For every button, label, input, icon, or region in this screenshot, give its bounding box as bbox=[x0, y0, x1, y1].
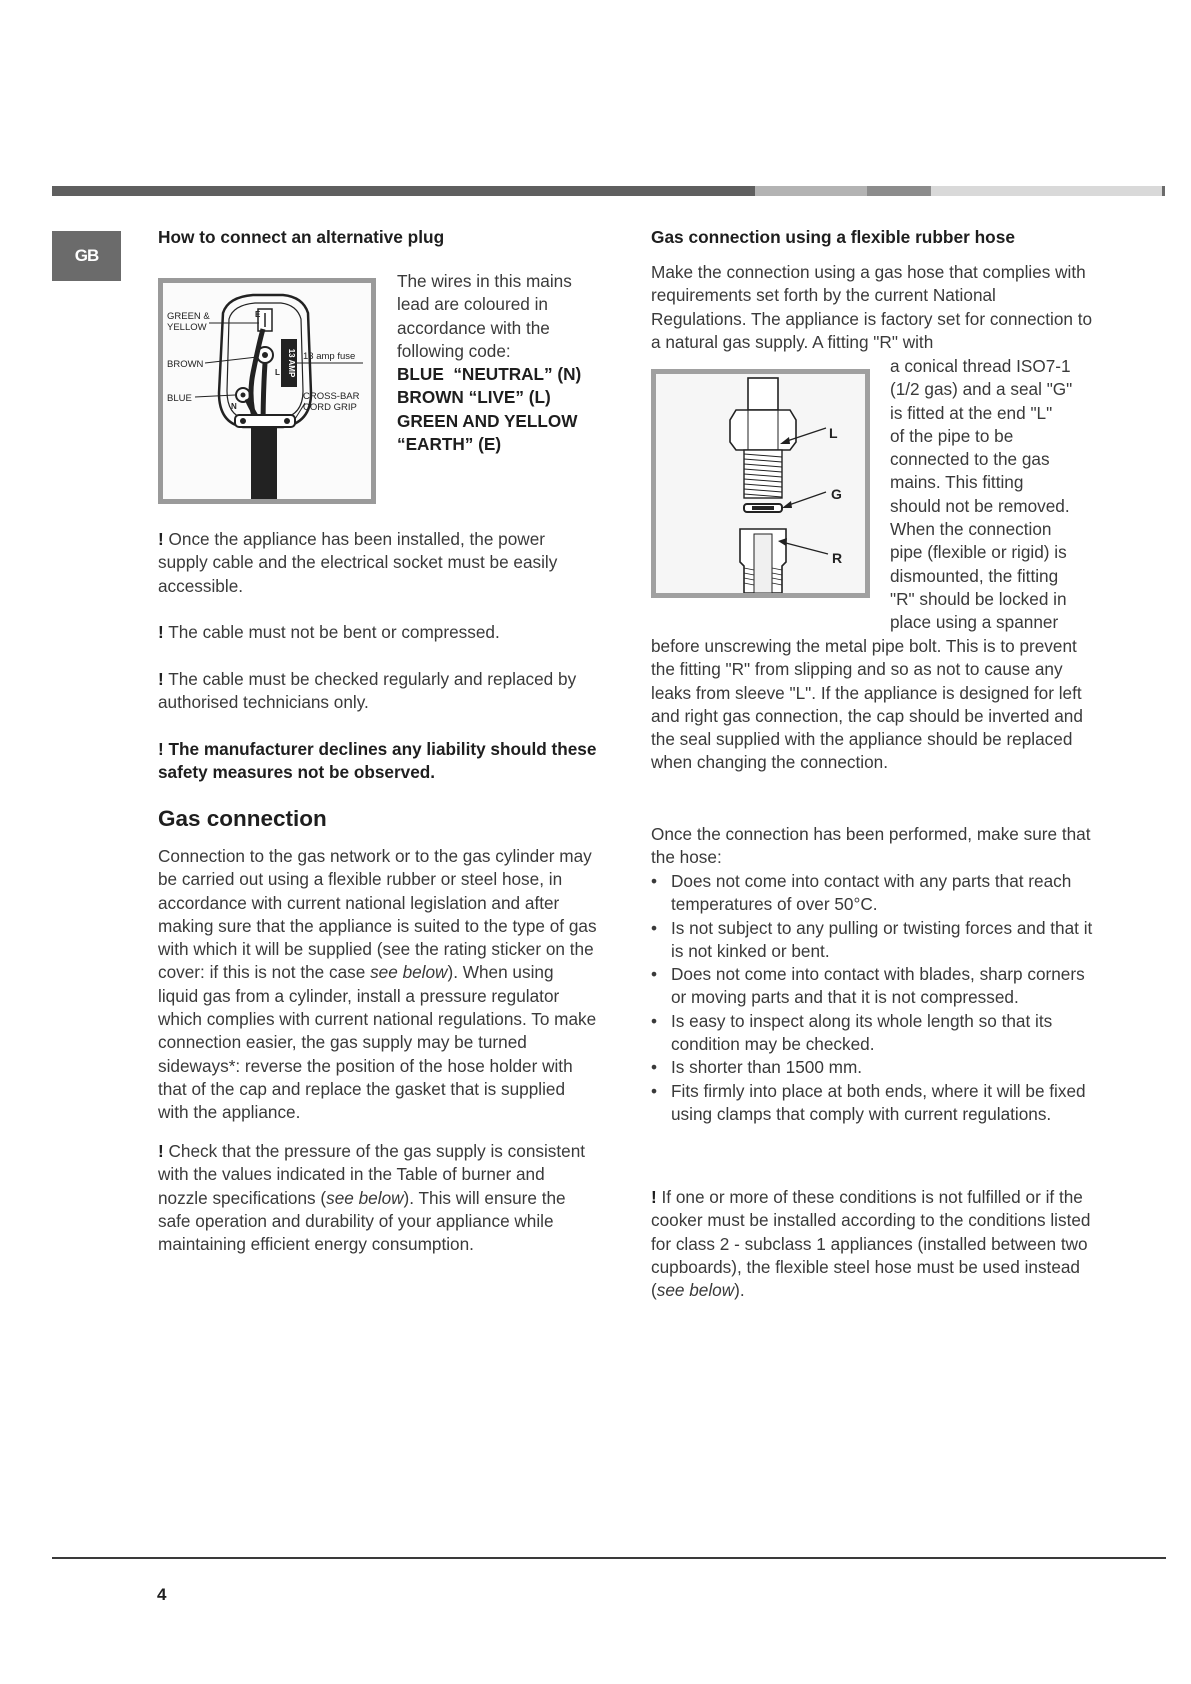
wrap-line: place using a spanner bbox=[890, 612, 1059, 633]
wrap-line: connected to the gas bbox=[890, 449, 1050, 470]
wrap-line: (1/2 gas) and a seal "G" bbox=[890, 379, 1073, 400]
text-run: ). bbox=[734, 1280, 745, 1301]
list-item: • Is shorter than 1500 mm. bbox=[651, 1056, 1096, 1079]
after-connection-intro: Once the connection has been performed, make sure that the hose: bbox=[651, 824, 1091, 868]
list-item: • Fits firmly into place at both ends, where it will be fixed using clamps that comply with current regulations. bbox=[651, 1080, 1096, 1127]
list-item: • Does not come into contact with blades, sharp corners or moving parts and that it is not compressed. bbox=[651, 963, 1096, 1010]
wires-intro-line: The wires in this mains bbox=[397, 271, 572, 291]
wire-code-earth: “EARTH” (E) bbox=[397, 434, 502, 455]
header-bar-segment bbox=[931, 186, 1162, 196]
hose-heading: Gas connection using a flexible rubber hose bbox=[651, 227, 1015, 247]
warning-mark: ! bbox=[158, 529, 164, 549]
label-g: G bbox=[831, 486, 842, 502]
warning-text: Once the appliance has been installed, the power supply cable and the electrical socket must be easily accessible. bbox=[158, 529, 558, 596]
text-run: If one or more of these conditions is not fulfilled or if the cooker must be installed according to the conditions listed for class 2 - subclass 1 appliances (installed between two cupboards), the flexible steel hose must be used instead ( bbox=[651, 1187, 1091, 1301]
wrap-line: is fitted at the end "L" bbox=[890, 402, 1053, 423]
plug-diagram bbox=[158, 278, 376, 504]
footer-rule bbox=[52, 1557, 1166, 1559]
wire-code-blue: BLUE “NEUTRAL” (N) bbox=[397, 364, 582, 385]
warning-checked bbox=[158, 668, 598, 715]
hose-checklist bbox=[651, 870, 1096, 1126]
text-run: ). This will ensure the safe operation and durability of your appliance while maintaining efficient energy consumption. bbox=[158, 1187, 566, 1255]
terminal-l-label: L bbox=[275, 368, 280, 377]
warning-bent bbox=[158, 621, 598, 644]
header-bar-segment bbox=[52, 186, 755, 196]
fuse-label: 13 AMP bbox=[287, 348, 296, 378]
wrap-line: should not be removed. bbox=[890, 495, 1070, 516]
see-below-ref: see below bbox=[656, 1280, 735, 1301]
wires-intro-line: accordance with the bbox=[397, 317, 550, 338]
header-bar bbox=[52, 186, 1166, 196]
warning-mark: ! bbox=[158, 1141, 164, 1161]
label-blue: BLUE bbox=[167, 393, 192, 404]
hose-wrap-text bbox=[890, 355, 1100, 635]
wrap-line: When the connection bbox=[890, 519, 1052, 540]
gas-connection-heading: Gas connection bbox=[158, 806, 327, 831]
warning-liability bbox=[158, 738, 598, 785]
wrap-line: mains. This fitting bbox=[890, 472, 1024, 493]
wire-code-brown: BROWN “LIVE” (L) bbox=[397, 387, 551, 408]
label-crossbar: CROSS-BAR bbox=[303, 391, 360, 402]
gas-fitting-diagram bbox=[651, 369, 870, 598]
label-green-yellow: GREEN & bbox=[167, 311, 210, 322]
list-item: • Is not subject to any pulling or twisting forces and that it is not kinked or bent. bbox=[651, 917, 1096, 964]
language-tab: GB bbox=[52, 231, 121, 281]
gas-connection-paragraph bbox=[158, 845, 598, 1125]
see-below-ref: see below bbox=[326, 1187, 404, 1208]
wires-intro-line: lead are coloured in bbox=[397, 294, 548, 315]
list-item: • Is easy to inspect along its whole length so that its condition may be checked. bbox=[651, 1010, 1096, 1057]
warning-accessible bbox=[158, 528, 598, 598]
wrap-line: a conical thread ISO7-1 bbox=[890, 356, 1071, 376]
wrap-line: of the pipe to be bbox=[890, 425, 1014, 446]
header-bar-segment bbox=[755, 186, 867, 196]
plug-heading: How to connect an alternative plug bbox=[158, 227, 445, 247]
wires-intro-line: following code: bbox=[397, 340, 511, 361]
hose-continued: before unscrewing the metal pipe bolt. This is to prevent the fitting "R" from slipping and so as not to cause any leaks from sleeve "L". If the appliance is designed for left and right gas connection, the cap should be inverted and the seal supplied with the appliance should be replaced when changing the connection. bbox=[651, 636, 1083, 773]
warning-mark: ! bbox=[651, 1187, 657, 1207]
label-l: L bbox=[829, 425, 838, 441]
label-r: R bbox=[832, 550, 843, 566]
warning-text: The cable must not be bent or compressed. bbox=[168, 622, 500, 642]
label-cord-grip: CORD GRIP bbox=[303, 402, 357, 413]
steel-hose-warning bbox=[651, 1186, 1096, 1302]
text-run: ). When using liquid gas from a cylinder, install a pressure regulator which complies with current national regulations. To make connection easier, the gas supply may be turned sideways*: reverse the position of the hose holder with that of the cap and replace the gasket that is supplied with the appliance. bbox=[158, 962, 597, 1123]
see-below-ref: see below bbox=[370, 962, 448, 983]
gas-pressure-warning bbox=[158, 1140, 598, 1256]
hose-intro: Make the connection using a gas hose that complies with requirements set forth by the current National Regulations. The appliance is factory set for connection to a natural gas supply. A fitting "R" with bbox=[651, 262, 1093, 352]
text-run: Connection to the gas network or to the gas cylinder may be carried out using a flexible rubber or steel hose, in accordance with current national legislation and after making sure that the appliance is suited to the type of gas with which it will be supplied (see the rating sticker on the cover: if this is not the case bbox=[158, 846, 597, 983]
warning-mark: ! bbox=[158, 622, 164, 642]
wrap-line: pipe (flexible or rigid) is bbox=[890, 542, 1067, 563]
page-number: 4 bbox=[157, 1585, 167, 1604]
list-item: • Does not come into contact with any parts that reach temperatures of over 50°C. bbox=[651, 870, 1096, 917]
warning-text: The manufacturer declines any liability should these safety measures not be observed. bbox=[158, 739, 597, 783]
wires-intro bbox=[397, 270, 597, 456]
wrap-line: dismounted, the fitting bbox=[890, 565, 1059, 586]
terminal-n-label: N bbox=[231, 402, 237, 411]
terminal-e-label: E bbox=[255, 310, 261, 319]
header-bar-end bbox=[1162, 186, 1165, 196]
label-fuse: 13 amp fuse bbox=[303, 351, 356, 362]
warning-mark: ! bbox=[158, 669, 164, 689]
warning-text: The cable must be checked regularly and replaced by authorised technicians only. bbox=[158, 669, 577, 713]
header-bar-segment bbox=[867, 186, 931, 196]
label-green-yellow-2: YELLOW bbox=[167, 322, 207, 333]
wrap-line: "R" should be locked in bbox=[890, 588, 1067, 609]
text-run: Check that the pressure of the gas supply is consistent with the values indicated in the Table of burner and nozzle specifications ( bbox=[158, 1141, 586, 1208]
wire-code-green-yellow: GREEN AND YELLOW bbox=[397, 410, 578, 431]
warning-mark: ! bbox=[158, 739, 164, 759]
label-brown: BROWN bbox=[167, 359, 204, 370]
